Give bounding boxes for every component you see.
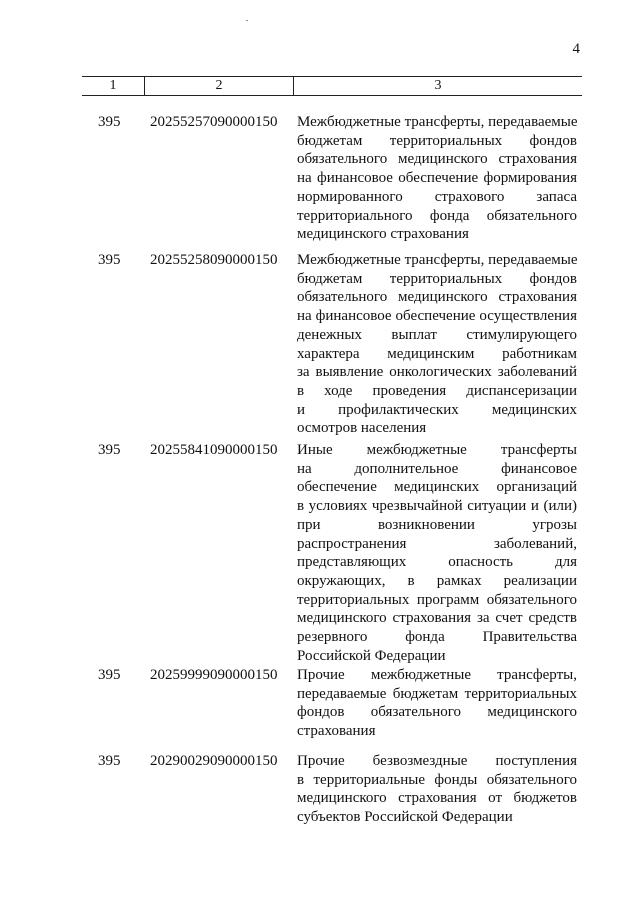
description-line: на финансовое обеспечение формирования: [297, 170, 577, 187]
description-line: передаваемые бюджетам территориальных: [297, 685, 577, 702]
description-line: Прочие безвозмездные поступления: [297, 753, 577, 769]
description-line: бюджетам территориальных фондов: [297, 270, 577, 287]
column-header-3: 3: [434, 78, 442, 93]
column-header-1: 1: [82, 77, 145, 95]
page-number: 4: [572, 41, 580, 57]
admin-code: 395: [98, 252, 121, 268]
revenue-description: [297, 666, 577, 741]
column-header-2: 2: [145, 77, 294, 95]
description-line: нормированного страхового запаса: [297, 188, 577, 205]
description-line: Межбюджетные трансферты, передаваемые: [297, 252, 578, 268]
scan-speck: [246, 20, 248, 21]
revenue-description: [297, 113, 577, 244]
description-line: обеспечение медицинских организаций: [297, 479, 577, 496]
revenue-code: 20259999090000150: [150, 667, 278, 683]
description-line: осмотров населения: [297, 420, 427, 437]
description-line: в ходе проведения диспансеризации: [297, 382, 577, 399]
revenue-code: 20255257090000150: [150, 114, 278, 130]
admin-code: 395: [98, 114, 121, 130]
description-line: фондов обязательного медицинского: [297, 704, 577, 721]
admin-code: 395: [98, 667, 121, 683]
description-line: Иные межбюджетные трансферты: [297, 442, 577, 458]
description-line: окружающих, в рамках реализации: [297, 572, 577, 589]
description-line: обязательного медицинского страхования: [297, 151, 577, 168]
description-line: Прочие межбюджетные трансферты,: [297, 667, 577, 683]
description-line: в территориальные фонды обязательного: [297, 771, 577, 788]
description-line: субъектов Российской Федерации: [297, 809, 513, 826]
description-line: медицинского страхования от бюджетов: [297, 790, 577, 807]
description-line: на финансовое обеспечение осуществления: [297, 308, 577, 325]
description-line: медицинского страхования за счет средств: [297, 610, 577, 627]
description-line: обязательного медицинского страхования: [297, 289, 577, 306]
description-line: территориального фонда обязательного: [297, 207, 577, 224]
description-line: характера медицинским работникам: [297, 345, 577, 362]
description-line: на дополнительное финансовое: [297, 460, 577, 477]
revenue-code: 20255258090000150: [150, 252, 278, 268]
description-line: в условиях чрезвычайной ситуации и (или): [297, 498, 577, 515]
description-line: распространения заболеваний,: [297, 535, 577, 552]
description-line: Межбюджетные трансферты, передаваемые: [297, 114, 578, 130]
table-header: [82, 76, 582, 96]
description-line: страхования: [297, 723, 376, 740]
revenue-description: [297, 752, 577, 827]
description-line: территориальных программ обязательного: [297, 591, 577, 608]
description-line: представляющих опасность для: [297, 554, 577, 571]
description-line: денежных выплат стимулирующего: [297, 326, 577, 343]
description-line: резервного фонда Правительства: [297, 629, 577, 646]
admin-code: 395: [98, 442, 121, 458]
revenue-code: 20255841090000150: [150, 442, 278, 458]
revenue-description: [297, 251, 577, 438]
revenue-code: 20290029090000150: [150, 753, 278, 769]
description-line: Российской Федерации: [297, 647, 446, 664]
revenue-description: [297, 441, 577, 665]
description-line: бюджетам территориальных фондов: [297, 132, 577, 149]
description-line: за выявление онкологических заболеваний: [297, 364, 577, 381]
description-line: и профилактических медицинских: [297, 401, 577, 418]
description-line: медицинского страхования: [297, 226, 469, 243]
description-line: при возникновении угрозы: [297, 516, 577, 533]
admin-code: 395: [98, 753, 121, 769]
